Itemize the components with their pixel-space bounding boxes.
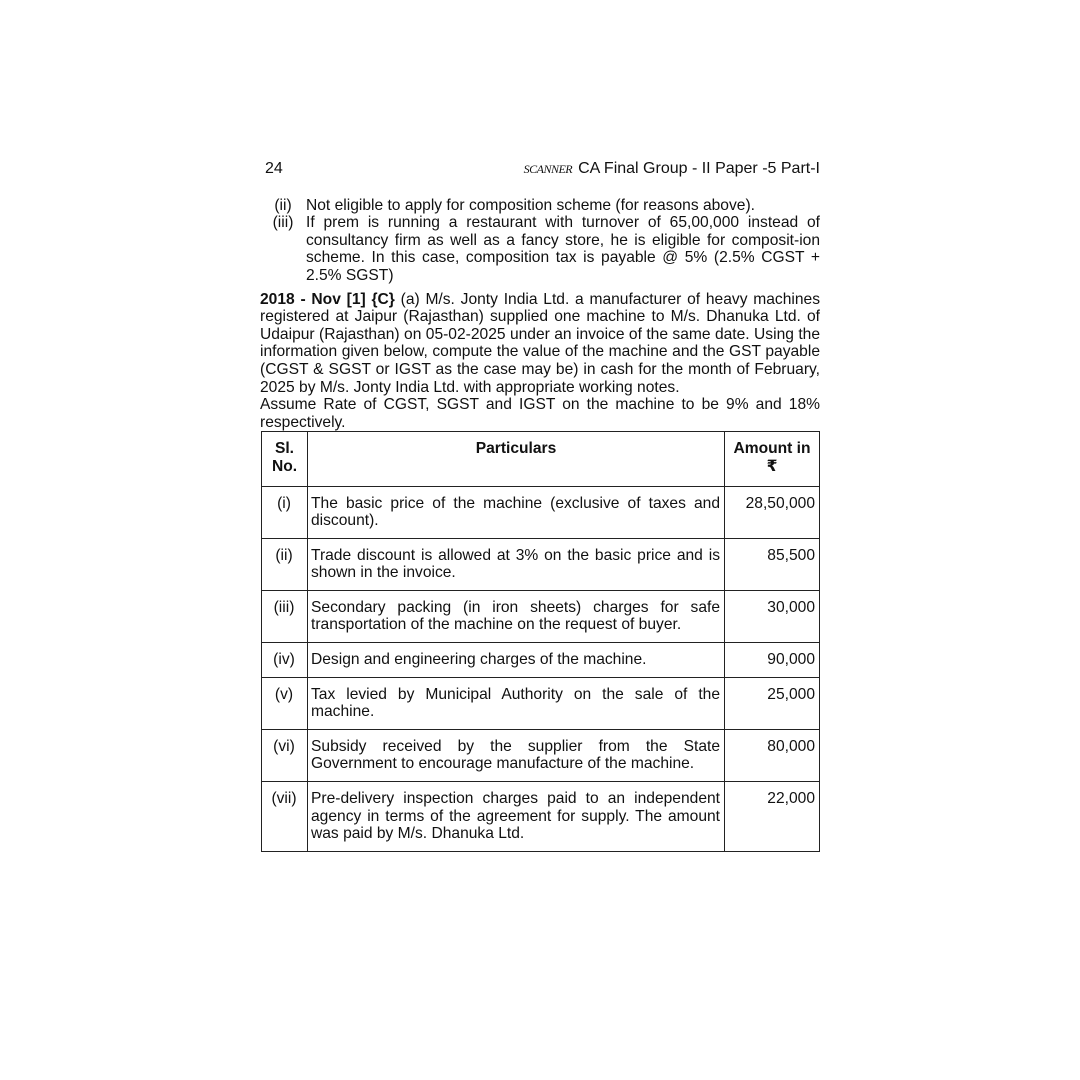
scanner-logo: SCANNER: [523, 162, 573, 176]
header-title: CA Final Group - II Paper -5 Part-I: [578, 160, 820, 177]
page-number: 24: [265, 160, 283, 177]
cell-particulars: The basic price of the machine (exclusive of taxes and discount).: [308, 486, 725, 538]
table-row: [262, 538, 820, 590]
assumption-text: Assume Rate of CGST, SGST and IGST on the machine to be 9% and 18% respectively.: [260, 396, 820, 431]
header-particulars: Particulars: [308, 432, 725, 486]
cell-amount: 85,500: [725, 538, 820, 590]
question-text: (a) M/s. Jonty India Ltd. a manufacturer of heavy machines registered at Jaipur (Rajasthan) supplied one machine to M/s. Dhanuka Ltd. of Udaipur (Rajasthan) on 05-02-2025 under an invoice of the same date. Using the information given below, compute the value of the machine and the GST payable (CGST & SGST or IGST as the case may be) in cash for the month of February, 2025 by M/s. Jonty India Ltd. with appropriate working notes.: [260, 290, 820, 396]
cell-amount: 28,50,000: [725, 486, 820, 538]
table-header-row: [262, 432, 820, 486]
cell-amount: 22,000: [725, 782, 820, 852]
table-row: [262, 677, 820, 729]
cell-particulars: Secondary packing (in iron sheets) charges for safe transportation of the machine on the request of buyer.: [308, 590, 725, 642]
header-brand: [524, 160, 820, 179]
table-row: [262, 486, 820, 538]
cell-amount: 90,000: [725, 643, 820, 678]
list-item: [260, 214, 820, 284]
cell-particulars: Tax levied by Municipal Authority on the sale of the machine.: [308, 677, 725, 729]
cell-amount: 30,000: [725, 590, 820, 642]
cell-sl: (iii): [262, 590, 308, 642]
table-row: [262, 590, 820, 642]
cell-particulars: Trade discount is allowed at 3% on the basic price and is shown in the invoice.: [308, 538, 725, 590]
table-row: [262, 729, 820, 781]
question-ref: 2018 - Nov [1] {C}: [260, 290, 395, 308]
cell-sl: (iv): [262, 643, 308, 678]
cell-amount: 80,000: [725, 729, 820, 781]
table-row: [262, 643, 820, 678]
cell-sl: (vi): [262, 729, 308, 781]
table-row: [262, 782, 820, 852]
cell-sl: (i): [262, 486, 308, 538]
document-page: [260, 160, 820, 852]
cell-sl: (vii): [262, 782, 308, 852]
question-paragraph: [260, 291, 820, 397]
list-item-text: Not eligible to apply for composition scheme (for reasons above).: [306, 196, 755, 214]
header-amount: Amount in ₹: [725, 432, 820, 486]
answer-list: [260, 197, 820, 285]
page-header: [260, 160, 820, 179]
cell-sl: (v): [262, 677, 308, 729]
list-item: [260, 197, 820, 215]
header-sl-no: Sl. No.: [262, 432, 308, 486]
cell-amount: 25,000: [725, 677, 820, 729]
cell-particulars: Pre-delivery inspection charges paid to an independent agency in terms of the agreement for supply. The amount was paid by M/s. Dhanuka Ltd.: [308, 782, 725, 852]
list-item-number: (iii): [272, 214, 294, 232]
list-item-number: (ii): [274, 196, 292, 214]
particulars-table: [261, 431, 820, 852]
cell-particulars: Subsidy received by the supplier from the State Government to encourage manufacture of the machine.: [308, 729, 725, 781]
cell-sl: (ii): [262, 538, 308, 590]
cell-particulars: Design and engineering charges of the machine.: [308, 643, 725, 678]
list-item-text: If prem is running a restaurant with turnover of 65,00,000 instead of consultancy firm as well as a fancy store, he is eligible for composit-ion scheme. In this case, composition tax is payable @ 5% (2.5% CGST + 2.5% SGST): [306, 214, 820, 284]
